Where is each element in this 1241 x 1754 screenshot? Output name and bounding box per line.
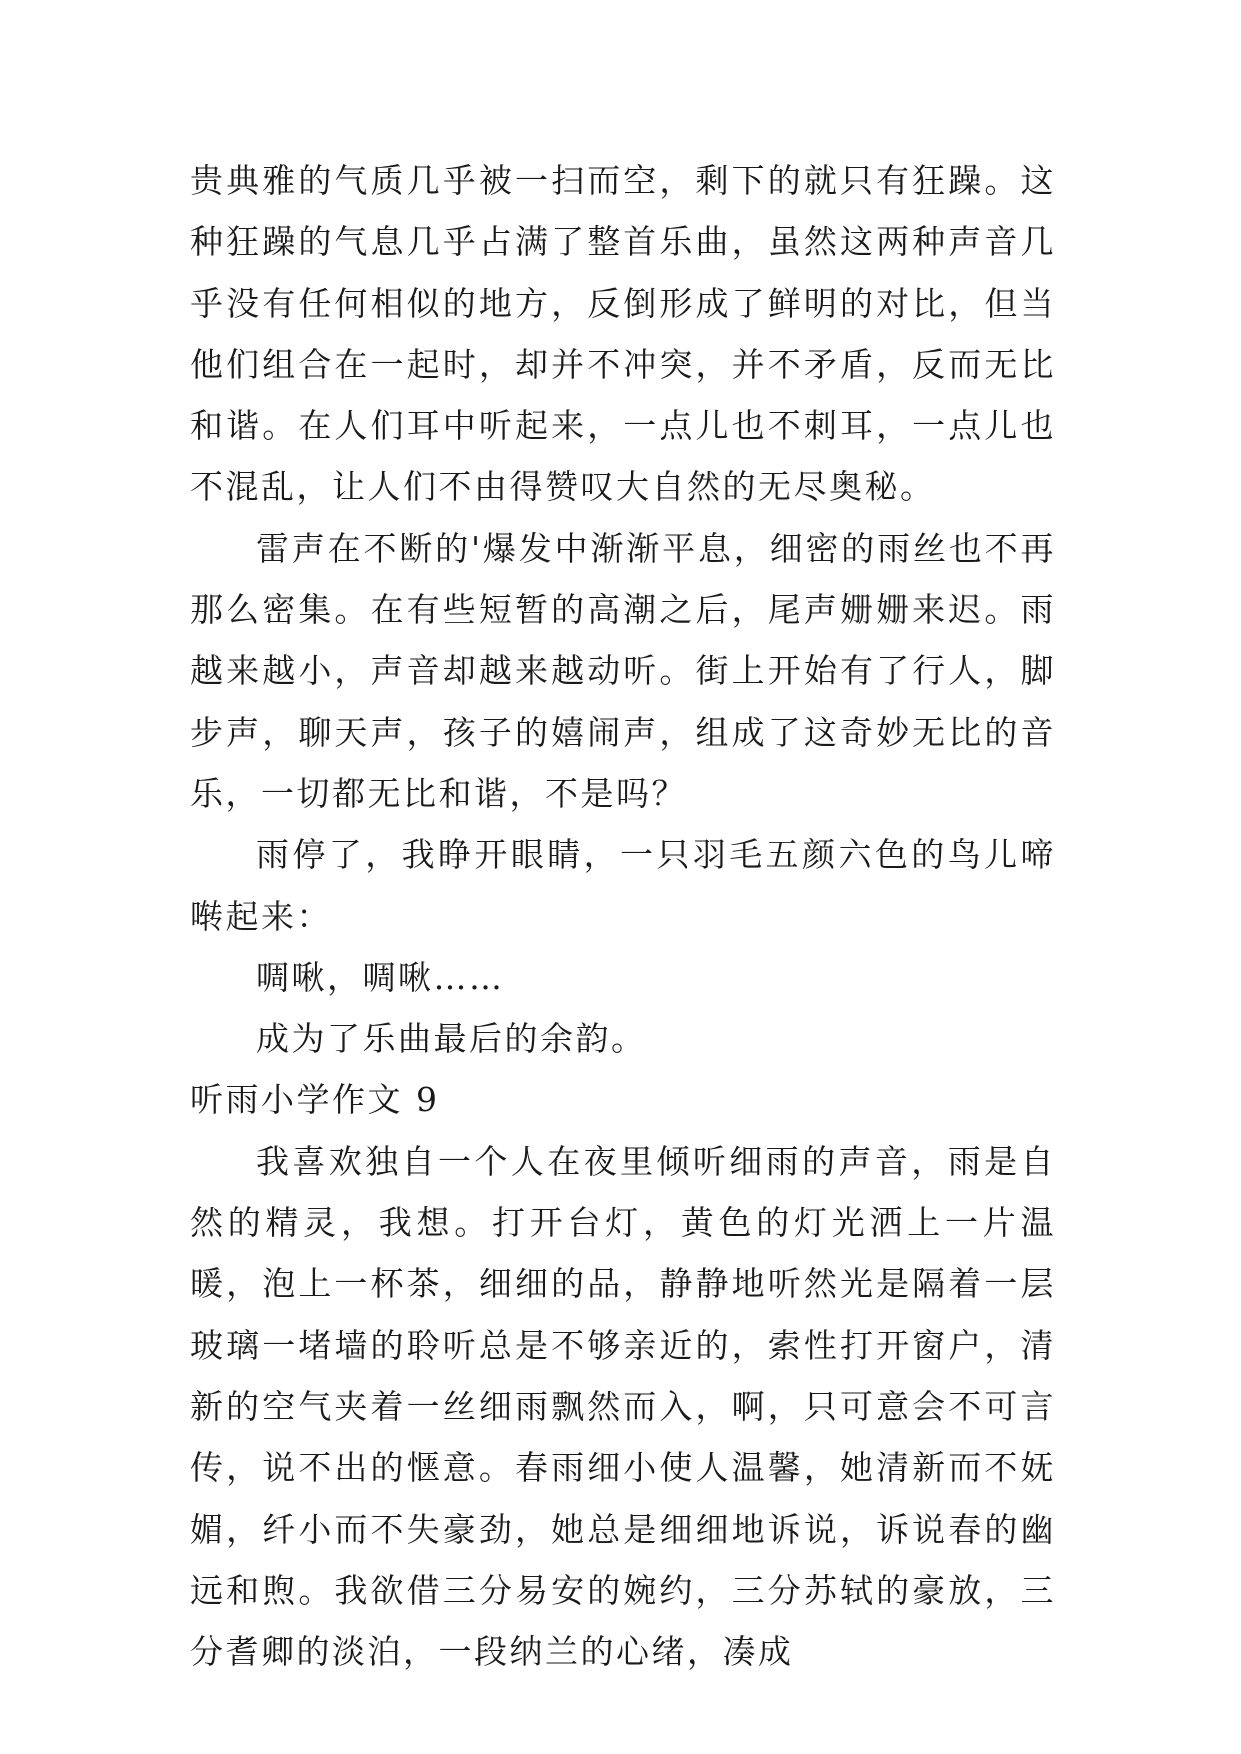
paragraph-continued: 贵典雅的气质几乎被一扫而空，剩下的就只有狂躁。这种狂躁的气息几乎占满了整首乐曲，虽然这两种声音几乎没有任何相似的地方，反倒形成了鲜明的对比，但当他们组合在一起时，却并不冲突，并不矛盾，反而无比和谐。在人们耳中听起来，一点儿也不刺耳，一点儿也不混乱，让人们不由得赞叹大自然的无尽奥秘。 [190,161,1056,507]
paragraph-final-echo: 成为了乐曲最后的余韵。 [256,1019,647,1059]
paragraph-bird-song: 啁啾，啁啾…… [256,957,505,997]
document-body [190,150,1056,1682]
section-heading: 听雨小学作文 9 [190,1080,440,1120]
paragraph-night-rain: 我喜欢独自一个人在夜里倾听细雨的声音，雨是自然的精灵，我想。打开台灯，黄色的灯光洒上一片温暖，泡上一杯茶，细细的品，静静地听然光是隔着一层玻璃一堵墙的聆听总是不够亲近的，索性打开窗户，清新的空气夹着一丝细雨飘然而入，啊，只可意会不可言传，说不出的惬意。春雨细小使人温馨，她清新而不妩媚，纤小而不失豪劲，她总是细细地诉说，诉说春的幽远和煦。我欲借三分易安的婉约，三分苏轼的豪放，三分耆卿的淡泊，一段纳兰的心绪，凑成 [190,1141,1056,1672]
paragraph-thunder: 雷声在不断的'爆发中渐渐平息，细密的雨丝也不再那么密集。在有些短暂的高潮之后，尾声姗姗来迟。雨越来越小，声音却越来越动听。街上开始有了行人，脚步声，聊天声，孩子的嬉闹声，组成了这奇妙无比的音乐，一切都无比和谐，不是吗？ [190,528,1056,813]
paragraph-rain-stopped: 雨停了，我睁开眼睛，一只羽毛五颜六色的鸟儿啼啭起来： [190,835,1056,936]
